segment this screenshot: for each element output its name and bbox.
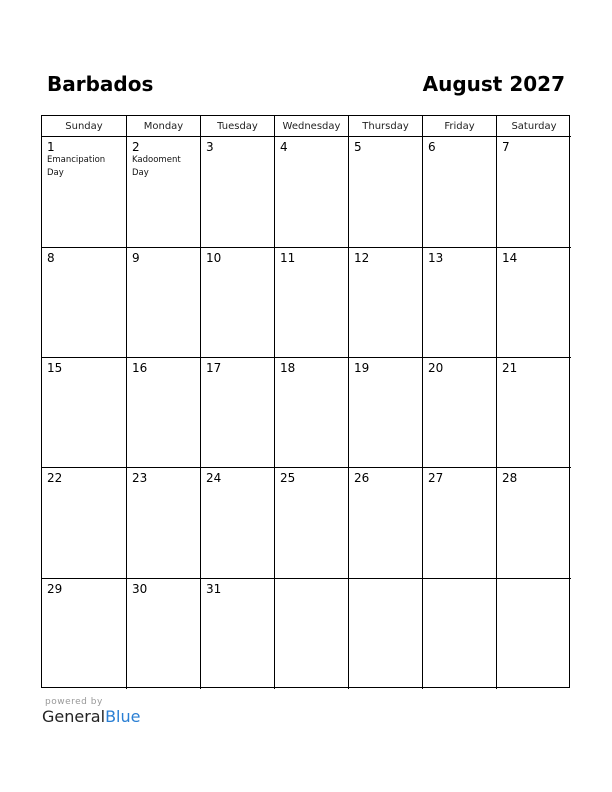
day-number: 15 xyxy=(47,361,63,375)
day-number: 30 xyxy=(132,582,148,596)
day-cell xyxy=(201,358,275,468)
powered-by-text: powered by xyxy=(45,697,103,707)
day-cell xyxy=(127,248,201,358)
footer-branding xyxy=(42,697,140,727)
day-cell xyxy=(42,468,127,579)
day-number: 12 xyxy=(354,251,370,265)
day-number: 9 xyxy=(132,251,140,265)
calendar-grid xyxy=(41,115,570,688)
day-cell xyxy=(275,358,349,468)
day-cell xyxy=(201,579,275,689)
day-number: 29 xyxy=(47,582,63,596)
weekday-wednesday: Wednesday xyxy=(275,116,349,137)
day-number: 25 xyxy=(280,471,296,485)
day-cell xyxy=(127,468,201,579)
weekday-thursday: Thursday xyxy=(349,116,423,137)
day-cell xyxy=(497,248,571,358)
weekday-saturday: Saturday xyxy=(497,116,571,137)
day-cell xyxy=(423,137,497,248)
day-number: 31 xyxy=(206,582,222,596)
brand-part-blue: Blue xyxy=(105,707,141,726)
day-cell xyxy=(127,137,201,248)
day-cell xyxy=(201,248,275,358)
day-cell xyxy=(127,579,201,689)
day-cell xyxy=(42,358,127,468)
day-cell xyxy=(201,137,275,248)
day-cell xyxy=(275,468,349,579)
holiday-label: Emancipation Day xyxy=(47,155,106,178)
country-title: Barbados xyxy=(47,72,154,96)
day-cell xyxy=(275,137,349,248)
day-number: 7 xyxy=(502,140,510,154)
day-cell xyxy=(201,468,275,579)
day-cell xyxy=(497,137,571,248)
day-cell xyxy=(42,579,127,689)
day-number: 18 xyxy=(280,361,296,375)
day-cell xyxy=(42,248,127,358)
day-cell xyxy=(42,137,127,248)
day-cell-empty xyxy=(349,579,423,689)
day-number: 26 xyxy=(354,471,370,485)
day-number: 2 xyxy=(132,140,140,154)
day-cell-empty xyxy=(497,579,571,689)
weekday-friday: Friday xyxy=(423,116,497,137)
day-cell-empty xyxy=(275,579,349,689)
day-cell xyxy=(127,358,201,468)
day-cell-empty xyxy=(423,579,497,689)
day-number: 20 xyxy=(428,361,444,375)
day-cell xyxy=(349,137,423,248)
day-cell xyxy=(497,468,571,579)
day-number: 17 xyxy=(206,361,222,375)
day-number: 8 xyxy=(47,251,55,265)
day-number: 5 xyxy=(354,140,362,154)
weekday-monday: Monday xyxy=(127,116,201,137)
day-number: 10 xyxy=(206,251,222,265)
day-cell xyxy=(423,248,497,358)
day-cell xyxy=(349,248,423,358)
day-number: 21 xyxy=(502,361,518,375)
day-number: 23 xyxy=(132,471,148,485)
day-number: 14 xyxy=(502,251,518,265)
day-number: 22 xyxy=(47,471,63,485)
day-cell xyxy=(349,358,423,468)
day-cell xyxy=(275,248,349,358)
day-number: 3 xyxy=(206,140,214,154)
generalblue-logo[interactable] xyxy=(42,707,140,727)
holiday-label: Kadooment Day xyxy=(132,155,181,178)
day-cell xyxy=(423,468,497,579)
day-number: 1 xyxy=(47,140,55,154)
day-number: 19 xyxy=(354,361,370,375)
day-number: 13 xyxy=(428,251,444,265)
day-number: 27 xyxy=(428,471,444,485)
day-cell xyxy=(423,358,497,468)
day-cell xyxy=(497,358,571,468)
month-title: August 2027 xyxy=(422,72,565,96)
day-number: 4 xyxy=(280,140,288,154)
day-number: 16 xyxy=(132,361,148,375)
day-number: 24 xyxy=(206,471,222,485)
day-number: 6 xyxy=(428,140,436,154)
weekday-sunday: Sunday xyxy=(42,116,127,137)
day-number: 11 xyxy=(280,251,296,265)
brand-part-general: General xyxy=(42,707,106,726)
day-number: 28 xyxy=(502,471,518,485)
weekday-tuesday: Tuesday xyxy=(201,116,275,137)
day-cell xyxy=(349,468,423,579)
